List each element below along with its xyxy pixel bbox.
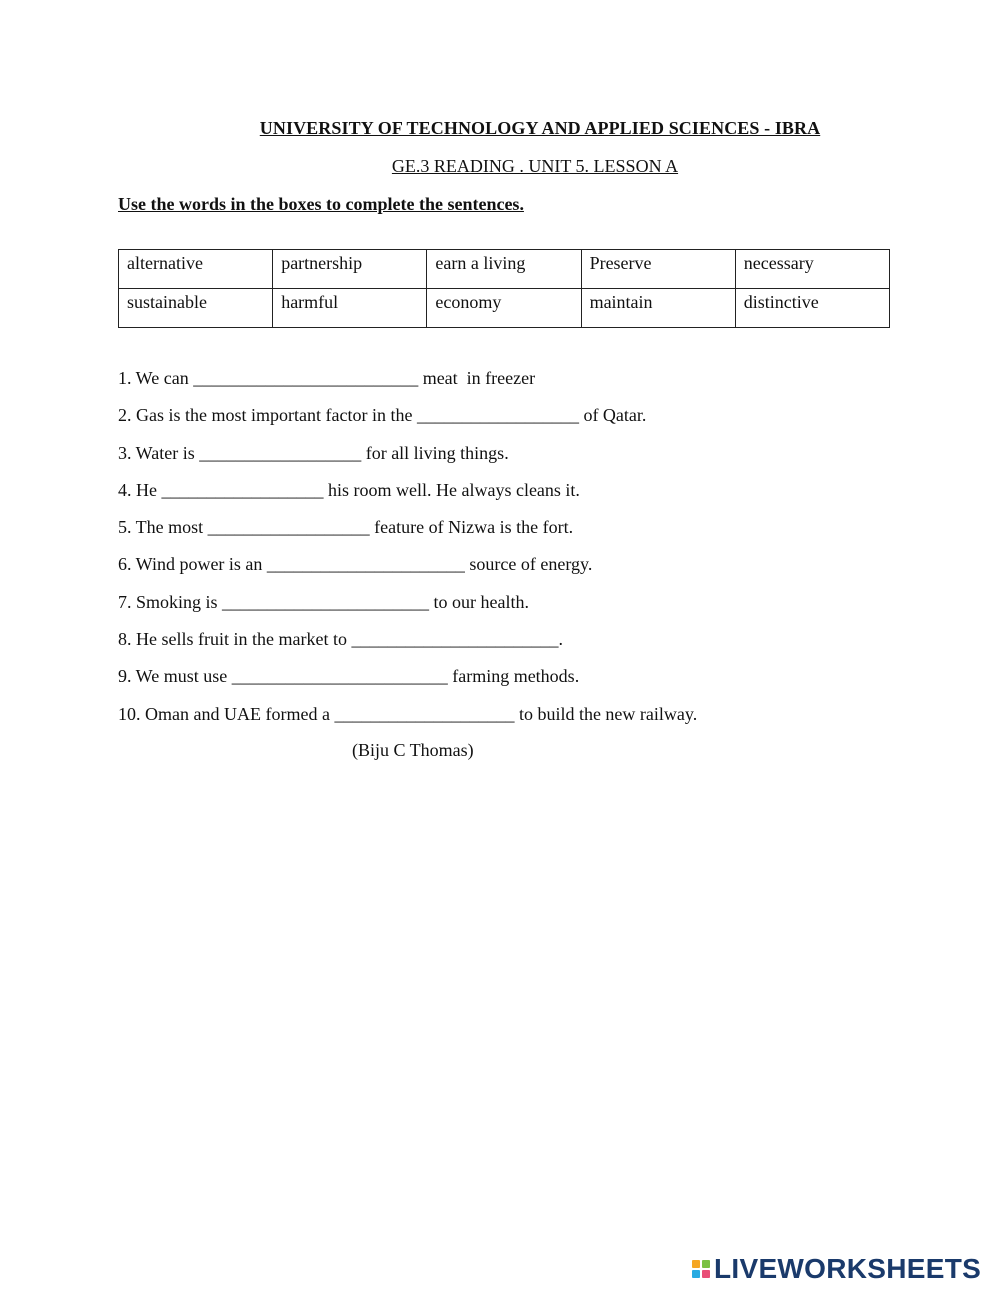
word-box-cell: partnership: [273, 250, 427, 289]
sentence-item: 1. We can _________________________ meat in freezer: [118, 368, 536, 388]
word-box-cell: alternative: [119, 250, 273, 289]
sentence-list: [118, 366, 697, 739]
logo-square: [692, 1260, 700, 1268]
sentence-item: 8. He sells fruit in the market to _______________________.: [118, 629, 563, 650]
document-title: UNIVERSITY OF TECHNOLOGY AND APPLIED SCIENCES - IBRA: [259, 118, 821, 138]
word-box-cell: sustainable: [119, 289, 273, 328]
word-box-cell: necessary: [735, 250, 889, 289]
sentence-item: 7. Smoking is _______________________ to our health.: [118, 591, 529, 612]
word-box-row: [119, 250, 890, 289]
logo-text: LIVEWORKSHEETS: [714, 1253, 982, 1284]
sentence-item: 10. Oman and UAE formed a ____________________ to build the new railway.: [118, 703, 698, 724]
word-box-cell: harmful: [273, 289, 427, 328]
instruction-text: Use the words in the boxes to complete the sentences.: [118, 194, 524, 214]
word-box-cell: Preserve: [581, 250, 735, 289]
word-box-cell: distinctive: [735, 289, 889, 328]
liveworksheets-logo: [692, 1252, 981, 1286]
word-box-cell: maintain: [581, 289, 735, 328]
author-credit: (Biju C Thomas): [352, 740, 474, 760]
sentence-item: 4. He __________________ his room well. He always cleans it.: [118, 479, 580, 500]
document-subtitle: GE.3 READING . UNIT 5. LESSON A: [391, 156, 679, 176]
logo-mark-icon: [692, 1260, 710, 1278]
word-box-row: [119, 289, 890, 328]
logo-square: [702, 1260, 710, 1268]
logo-square: [692, 1270, 700, 1278]
word-box-table: [118, 249, 890, 328]
word-box-cell: earn a living: [427, 250, 581, 289]
sentence-item: 6. Wind power is an ______________________ source of energy.: [118, 554, 593, 575]
sentence-item: 5. The most __________________ feature of Nizwa is the fort.: [118, 517, 574, 538]
sentence-item: 9. We must use ________________________ farming methods.: [118, 666, 580, 687]
sentence-item: 3. Water is __________________ for all living things.: [118, 442, 509, 463]
logo-square: [702, 1270, 710, 1278]
sentence-item: 2. Gas is the most important factor in the __________________ of Qatar.: [118, 405, 647, 426]
word-box-cell: economy: [427, 289, 581, 328]
